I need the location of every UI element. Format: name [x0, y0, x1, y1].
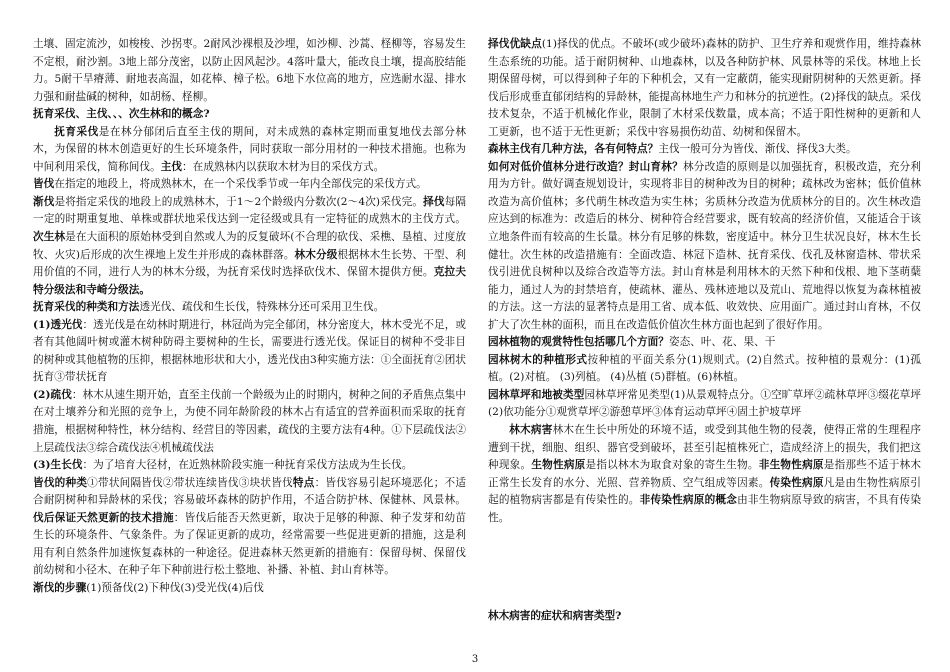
question-tending-concepts: 抚育采伐、主伐、、、次生林和的概念? — [33, 108, 210, 121]
planting-forms: 园林树木的种植形式按种植的平面关系分(1)规则式。(2)自然式。按种植的景观分：(1)孤植。(2)对植。 (3)列植。 (4)丛植 (5)群植。(6)林植。 — [488, 353, 922, 384]
intro-paragraph: 土壤、固定流沙，如梭梭、沙拐枣。2耐风沙裸根及沙埋，如沙柳、沙蒿、柽柳等，容易发生不定根，耐沙割。3地上部分茂密，以防止因风起沙。4落叶量大，能改良土壤，提高胶结能力。5耐干旱瘠薄、耐地表高温，如花棒、樟子松。6地下水位高的地方，应选耐水湿、排水力强和耐盐碱的树种，如胡杨、柽柳。 — [33, 38, 466, 103]
clear-cut-types: 皆伐的种类①带状间隔皆伐②带状连续皆伐③块状皆伐特点：皆伐容易引起环境恶化；不适合耐阴树种和异龄林的采伐；容易破坏森林的防护作用，不适合防护林、保健林、风景林。伐后保证天然更新的技术措施：皆伐后能否天然更新，取决于足够的种源、种子发芽和幼苗生长的环境条件、气象条件。为了保证更新的成功，经常需要一些促进更新的措施，这是利用有利自然条件加速恢复森林的一种途径。促进森林天然更新的措施有：保留母树、保留伐前幼树和小径木、在种子年下种前进行松土整地、补播、补植、封山育林等。 — [33, 476, 467, 577]
thinning: (2)疏伐：林木从速生期开始，直至主伐前一个龄级为止的时期内，树种之间的矛盾焦点集中在对土壤养分和光照的竞争上，为使不同年龄阶段的林木占有适宜的营养面积而采取的抚育措施，根据树种特性，林分结构、经营目的等因素，疏伐的主要方法有4种。①下层疏伐法②上层疏伐法③综合疏伐法④机械疏伐法 — [33, 388, 466, 454]
thinning-light: (1)透光伐：透光伐是在幼林时期进行，林冠尚为完全郁闭，林分密度大，林木受光不足，或者有其他阔叶树或灌木树种防碍主要树种的生长，需要进行透光伐。保证目的树种不受非目的树种或其他植物的压抑，根据林地形状和大小，透光伐由3种实施方法：①全面抚育②团状抚育③带状抚育 — [33, 318, 466, 384]
left-column — [33, 36, 466, 598]
right-column — [488, 36, 921, 527]
tending-types: 抚育采伐的种类和方法透光伐、疏伐和生长伐，特殊林分还可采用卫生伐。 — [33, 301, 385, 314]
gradual-steps: 渐伐的步骤(1)预备伐(2)下种伐(3)受光伐(4)后伐 — [33, 581, 264, 594]
clear-cut-definition: 皆伐在指定的地段上，将成熟林木，在一个采伐季节或一年内全部伐完的采伐方式。 — [33, 178, 427, 191]
tending-definition: 抚育采伐是在林分郁闭后直至主伐的期间，对未成熟的森林定期而重复地伐去部分林木，为保留的林木创造更好的生长环境条件，同时获取一部分用材的一种技术措施。也称为中间利用采伐，简称间伐。主伐：在成熟林内以获取木材为目的采伐方式。 — [33, 125, 466, 173]
page-number: 3 — [471, 654, 479, 665]
forest-disease: 林木病害林木在生长中所处的环境不适，或受到其他生物的侵袭，使得正常的生理程序遭到干扰，细胞、组织、器官受到破坏，甚至引起植株死亡，造成经济上的损失，我们把这种现象。生物性病原是指以林木为取食对象的寄生生物。非生物性病原是指那些不适于林木正常生长发育的水分、光照、营养物质、空气组成等因素。传染性病原凡是由生物性病原引起的植物病害都是有传染性的。非传染性病原的概念由非生物病原导致的病害，不具有传染性。 — [488, 424, 922, 524]
ornamental-traits: 园林植物的观赏特性包括哪几个方面？姿态、叶、花、果、干 — [488, 336, 776, 349]
growth-cutting: (3)生长伐：为了培育大径材，在近熟林阶段实施一种抚育采伐方法成为生长伐。 — [33, 459, 413, 472]
low-value-stand-improvement: 如何对低价值林分进行改造？封山育林？林分改造的原则是以加强抚育，积极改造，充分利用为方针。做好调查规划设计，实现将非目的树种改为目的树种；疏林改为密林；低价值林改造为高价值林；多代萌生林改造为实生林；劣质林分改造为优质林分的目的。次生林改造应达到的标准为：改造后的林分、树种符合经营要求，既有较高的经济价值，又能适合于该立地条件而有较高的生长量。林分有足够的株数，密度适中。林分卫生状况良好，林木生长健壮。次生林的改造措施有：全面改造、林冠下造林、抚育采伐、伐孔及林窗造林、带状采伐引进优良树种以及综合改造等方法。封山育林是利用林木的天然下种和伐根、地下茎萌蘖能力，通过人为的封禁培育，使疏林、灌丛、残林迹地以及荒山、荒地得以恢复为森林植被的方法。这一方法的显著特点是用工省、成本低、收效快、应用面广。通过封山育林，不仅扩大了次生林的面积，而且在改造低价值次生林方面也起到了很好作用。 — [488, 160, 921, 331]
selection-pros-cons: 择伐优缺点(1)择伐的优点。不破坏(或少破坏)森林的防护、卫生疗养和观赏作用，维持森林生态系统的功能。适于耐阴树种、山地森林，以及各种防护林、风景林等的采伐。林地上长期保留母树，可以得到种子年的下种机会，又有一定蔽荫，能实现耐阴树种的天然更新。择伐后形成垂直郁闭结构的异龄林，能提高林地生产力和林分的抗逆性。(2)择伐的缺点。采伐技术复杂，不适于机械化作业，限制了木材采伐数量，成本高；不适于阳性树种的更新和人工更新，也不适于无性更新；采伐中容易损伤幼苗、幼树和保留木。 — [488, 38, 922, 138]
lawn-types: 园林草坪和地被类型园林草坪常见类型(1)从景观特点分。①空旷草坪②疏林草坪③缀花草坪(2)依功能分①观赏草坪②游憩草坪③体育运动草坪④固土护坡草坪 — [488, 388, 922, 419]
gradual-cut-definition: 渐伐是将指定采伐的地段上的成熟林木，于1～2个龄级内分数次(2～4次)采伐完。择伐每隔一定的时期重复地、单株或群状地采伐达到一定径级或具有一定特征的成熟木的主伐方式。次生林是在大面积的原始林受到自然或人为的反复破坏(不合理的砍伐、采樵、垦植、过度放牧、火灾)后形成的次生裸地上发生并形成的森林群落。林木分级根据林木生长势、干型、利用价值的不同，进行人为的林木分级，为抚育采伐时选择砍伐木、保留木提供方便。克拉夫特分级法和寺崎分级法。 — [33, 195, 467, 296]
main-cut-methods: 森林主伐有几种方法，各有何特点？主伐一般可分为皆伐、渐伐、择伐3大类。 — [488, 143, 857, 156]
question-disease-symptoms: 林木病害的症状和病害类型? — [488, 610, 622, 622]
